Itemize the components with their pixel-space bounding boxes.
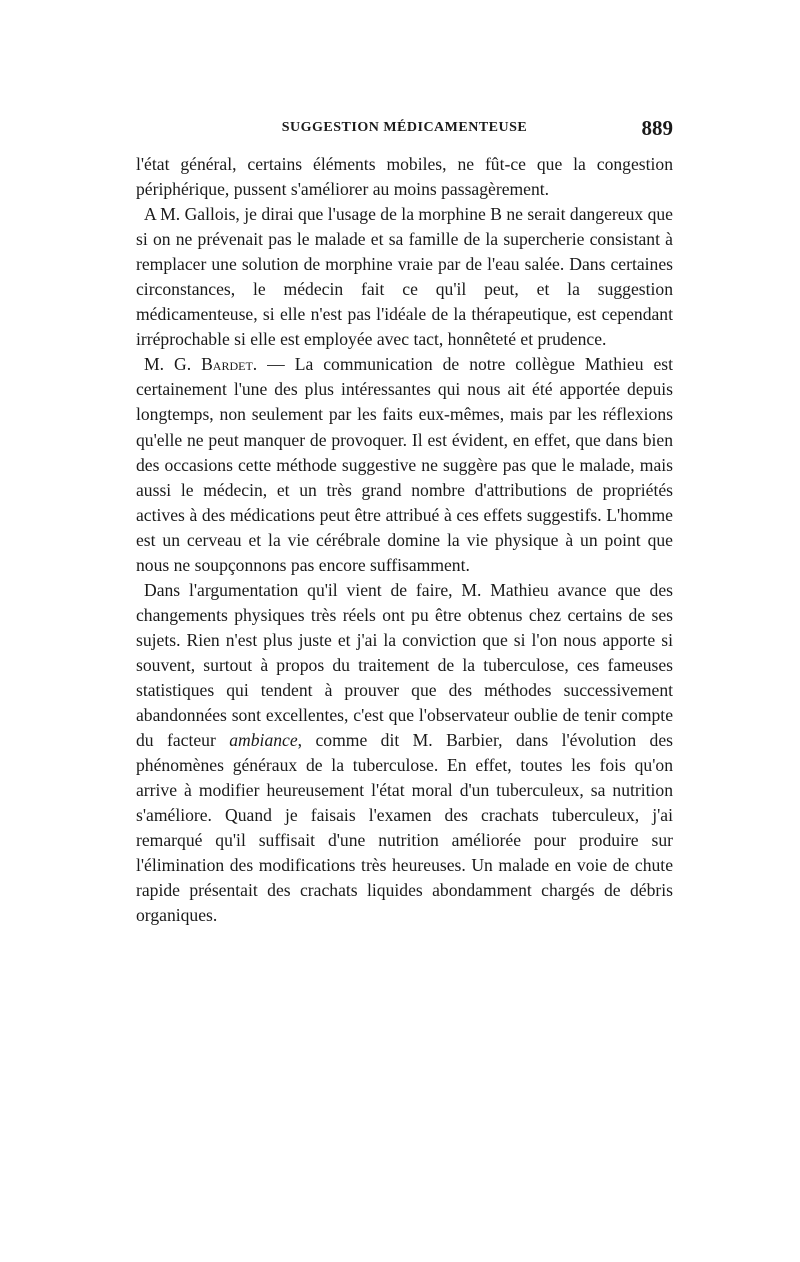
book-page [136, 116, 673, 928]
speaker-prefix: M. G. [144, 354, 202, 375]
paragraph-4-part2: , comme dit M. Barbier, dans l'évolution des phénomènes généraux de la tuberculose. En effet, toutes les fois qu'on arrive à modifier heureusement l'état moral d'un tuberculeux, sa nutrition s'améliore. Quand je faisais l'examen des crachats tuberculeux, j'ai remarqué qu'il suffisait d'une nutrition améliorée pour produire sur l'élimination des modifications très heureuses. Un malade en voie de chute rapide présentait des crachats liquides abondamment chargés de débris organiques. [136, 730, 673, 926]
paragraph-3 [136, 352, 673, 577]
running-title: SUGGESTION MÉDICAMENTEUSE [281, 120, 528, 135]
running-head [136, 116, 673, 148]
speaker-suffix: . — [252, 354, 295, 375]
speaker-name: Bardet [201, 354, 253, 375]
paragraph-2: A M. Gallois, je dirai que l'usage de la morphine B ne serait dangereux que si on ne prévenait pas le malade et sa famille de la supercherie consistant à remplacer une solution de morphine vraie par de l'eau salée. Dans certaines circonstances, le médecin fait ce qu'il peut, et la suggestion médicamenteuse, si elle n'est pas l'idéale de la thérapeutique, est cependant irréprochable si elle est employée avec tact, honnêteté et prudence. [136, 204, 673, 350]
page-number: 889 [641, 116, 673, 140]
body-text [136, 152, 673, 928]
paragraph-3-text: La communication de notre collègue Mathieu est certainement l'une des plus intéressantes qui nous ait été apportée depuis longtemps, non seulement par les faits eux-mêmes, mais par les réflexions qu'elle ne peut manquer de provoquer. Il est évident, en effet, que dans bien des occasions cette méthode suggestive ne suggère pas que le malade, mais aussi le médecin, et un très grand nombre d'attributions de propriétés actives à des médications peut être attribué à ces effets suggestifs. L'homme est un cerveau et la vie cérébrale domine la vie physique à un point que nous ne soupçonnons pas encore suffisamment. [136, 354, 673, 575]
italic-term: ambiance [229, 730, 298, 751]
paragraph-4-part1: Dans l'argumentation qu'il vient de faire, M. Mathieu avance que des changements physiques très réels ont pu être obtenus chez certains de ses sujets. Rien n'est plus juste et j'ai la conviction que si l'on nous apporte si souvent, surtout à propos du traitement de la tuberculose, ces fameuses statistiques qui tendent à prouver que des méthodes successivement abandonnées sont excellentes, c'est que l'observateur oublie de tenir compte du facteur [136, 579, 673, 751]
paragraph-4 [136, 578, 673, 929]
paragraph-1: l'état général, certains éléments mobiles, ne fût-ce que la congestion périphérique, pussent s'améliorer au moins passagèrement. [136, 154, 673, 200]
